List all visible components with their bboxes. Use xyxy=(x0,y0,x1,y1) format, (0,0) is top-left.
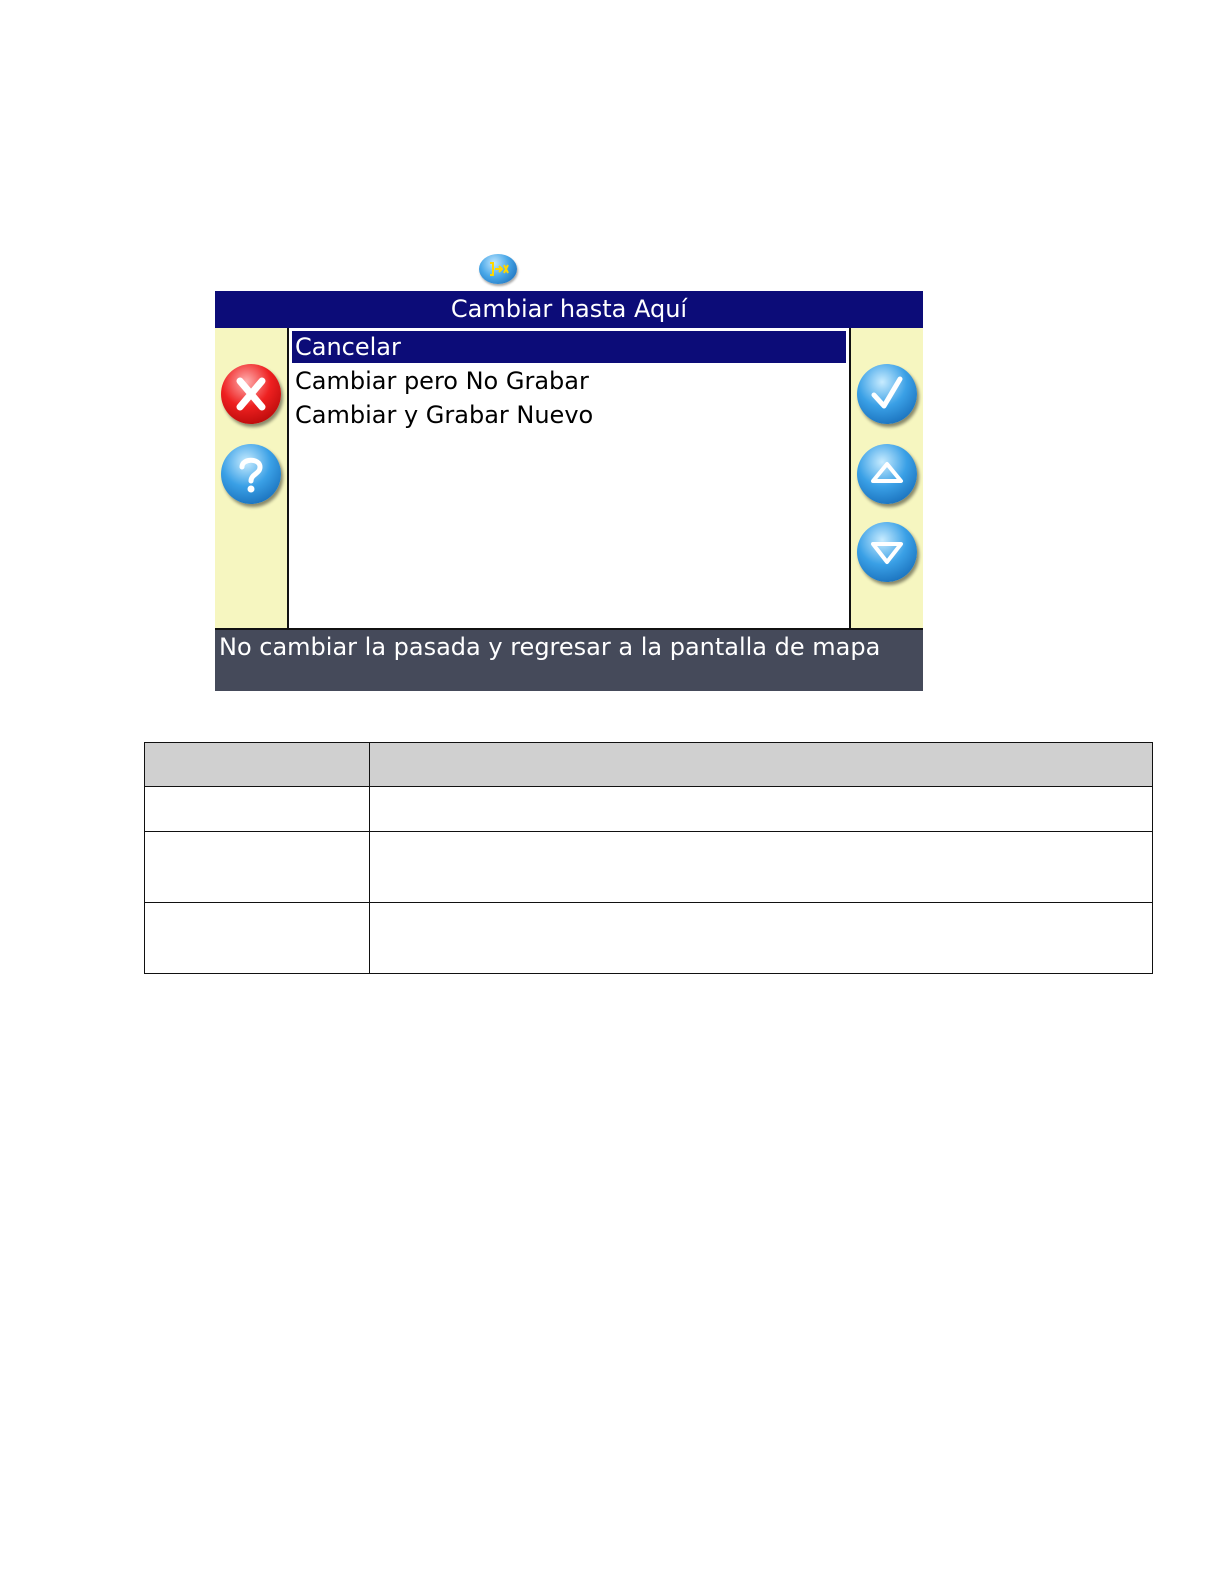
table-cell xyxy=(370,787,1153,832)
table-row xyxy=(145,832,1153,903)
arrow-up-icon xyxy=(857,444,917,504)
table-header-cell xyxy=(370,743,1153,787)
scroll-up-button[interactable] xyxy=(857,444,917,504)
scroll-down-button[interactable] xyxy=(857,522,917,582)
close-button[interactable] xyxy=(221,364,281,424)
left-button-panel xyxy=(215,328,287,628)
table-cell xyxy=(145,832,370,903)
options-list[interactable] xyxy=(287,328,851,628)
description-table xyxy=(144,742,1153,974)
question-mark-icon xyxy=(221,444,281,504)
table-cell xyxy=(145,903,370,974)
table-cell xyxy=(145,787,370,832)
help-button[interactable] xyxy=(221,444,281,504)
table-cell xyxy=(370,832,1153,903)
change-pass-icon[interactable] xyxy=(479,254,517,284)
checkmark-icon xyxy=(857,364,917,424)
table-header-row xyxy=(145,743,1153,787)
table-header-cell xyxy=(145,743,370,787)
dialog-title: Cambiar hasta Aquí xyxy=(215,291,923,328)
ok-button[interactable] xyxy=(857,364,917,424)
close-icon xyxy=(221,364,281,424)
status-bar: No cambiar la pasada y regresar a la pantalla de mapa xyxy=(215,628,923,691)
table-row xyxy=(145,787,1153,832)
list-item[interactable]: Cambiar pero No Grabar xyxy=(295,367,589,395)
table-cell xyxy=(370,903,1153,974)
dialog-screen xyxy=(215,291,923,691)
right-button-panel xyxy=(851,328,923,628)
table-row xyxy=(145,903,1153,974)
list-item[interactable]: Cambiar y Grabar Nuevo xyxy=(295,401,594,429)
arrow-down-icon xyxy=(857,522,917,582)
list-item[interactable]: Cancelar xyxy=(292,331,846,363)
